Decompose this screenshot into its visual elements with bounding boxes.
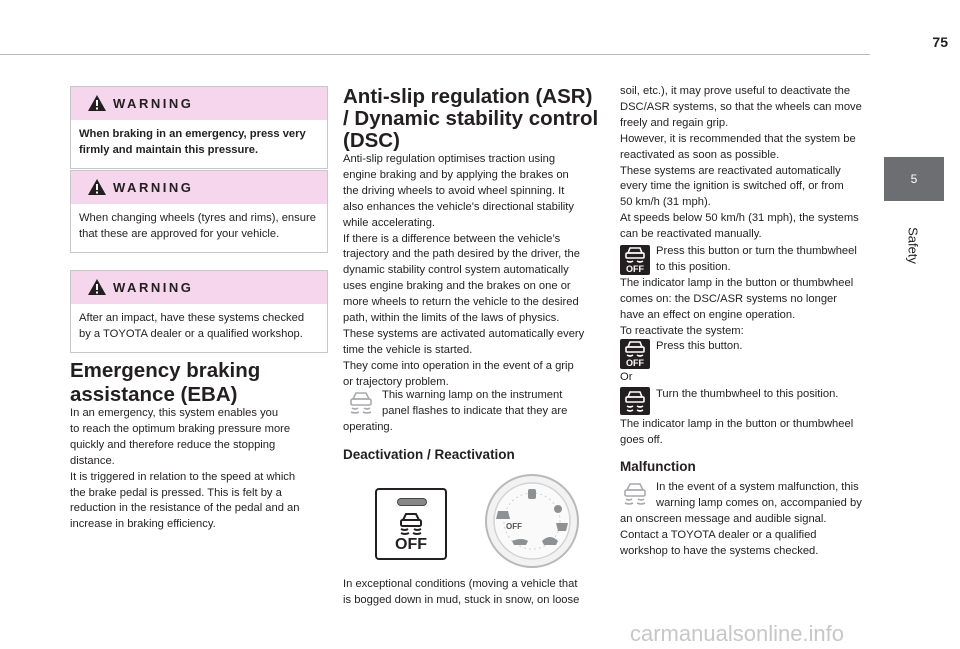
dsc-warning-lamp-icon	[620, 480, 650, 506]
button-off-label: OFF	[395, 536, 427, 553]
dsc-car-icon	[620, 245, 650, 265]
warning-label: WARNING	[113, 96, 194, 111]
warning-text: When changing wheels (tyres and rims), ensure that these are approved for your vehicle.	[79, 212, 316, 240]
warning-triangle-icon	[87, 178, 107, 196]
header-rule	[0, 54, 870, 55]
warning-box-2	[70, 170, 328, 253]
malfunction-body: an onscreen message and audible signal. Contact a TOYOTA dealer or a qualified workshop to have the systems checked.	[620, 513, 827, 557]
icon-off-label: OFF	[626, 264, 644, 274]
dsc-car-icon	[620, 339, 650, 359]
malfunction-lamp-text: In the event of a system malfunction, this warning lamp comes on, accompanied by	[656, 481, 862, 509]
warning-box-1	[70, 86, 328, 169]
press-turn-text: Press this button or turn the thumbwheel to this position.	[656, 245, 857, 273]
warning-triangle-icon	[87, 94, 107, 112]
dsc-lamp-text-end: operating.	[343, 421, 393, 433]
malfunction-heading: Malfunction	[620, 459, 696, 474]
eba-title-line1: Emergency braking	[70, 359, 261, 382]
warning-text: When braking in an emergency, press very firmly and maintain this pressure.	[79, 128, 306, 156]
eba-body: In an emergency, this system enables you to reach the optimum braking pressure more quickly and therefore reduce the stopping distance. It is triggered in relation to the speed at which the brake pedal is pressed. This is felt by a reduction in the resistance of the pedal and an increase in braking efficiency.	[70, 407, 300, 531]
thumbwheel-position-icon	[620, 387, 650, 415]
asr-title-line2: / Dynamic stability control	[343, 107, 599, 130]
icon-off-label: OFF	[626, 358, 644, 368]
warning-header	[71, 271, 327, 304]
press-button-text: Press this button.	[656, 340, 743, 352]
drive-mode-thumbwheel[interactable]	[478, 473, 586, 569]
warning-text: After an impact, have these systems checked by a TOYOTA dealer or a qualified workshop.	[79, 312, 305, 340]
button-indicator-lamp	[397, 498, 427, 506]
asr-title-line1: Anti-slip regulation (ASR)	[343, 85, 593, 108]
section-label: Safety	[905, 227, 921, 264]
section-label-wrap	[903, 214, 923, 284]
asr-body: Anti-slip regulation optimises traction using engine braking and by applying the brakes on the driving wheels to avoid wheel spinning. It also enhances the vehicle's directional stability while accelerating. If there is a difference between the vehicle’s trajectory and the path desired by the driver, the dynamic stability control system automatically uses engine braking and the brakes on one or more wheels to return the vehicle to the desired path, within the limits of the laws of physics. These systems are activated automatically every time the vehicle is started. They come into operation in the event of a grip or trajectory problem.	[343, 153, 585, 388]
warning-header	[71, 171, 327, 204]
deactivation-heading: Deactivation / Reactivation	[343, 447, 515, 462]
warning-label: WARNING	[113, 180, 194, 195]
or-text: Or	[620, 371, 633, 383]
dsc-car-icon	[395, 510, 427, 536]
page-number: 75	[932, 34, 948, 50]
dsc-car-icon	[620, 387, 650, 415]
eba-title-line2: assistance (EBA)	[70, 383, 238, 406]
deactivation-body: In exceptional conditions (moving a vehicle that is bogged down in mud, stuck in snow, on loose	[343, 578, 580, 606]
thumbwheel-off-label: OFF	[506, 522, 522, 531]
watermark: carmanualsonline.info	[630, 621, 845, 646]
warning-header	[71, 87, 327, 120]
dsc-off-button-icon	[620, 339, 650, 369]
dsc-off-button[interactable]	[375, 488, 447, 560]
dsc-off-button-icon	[620, 245, 650, 275]
col3-text-1: soil, etc.), it may prove useful to deactivate the DSC/ASR systems, so that the wheels can move freely and regain grip. However, it is recommended that the system be reactivated as soon as possible. These systems are reactivated automatically every time the ignition is switched off, or from 50 km/h (31 mph). At speeds below 50 km/h (31 mph), the systems can be reactivated manually.	[620, 85, 862, 241]
dsc-lamp-text: This warning lamp on the instrument panel flashes to indicate that they are	[382, 389, 568, 417]
asr-title-line3: (DSC)	[343, 129, 400, 152]
warning-triangle-icon	[87, 278, 107, 296]
section-tab[interactable]: 5	[884, 157, 944, 201]
warning-box-3	[70, 270, 328, 353]
dsc-warning-lamp-icon	[346, 389, 376, 415]
turn-wheel-text: Turn the thumbwheel to this position.	[656, 388, 839, 400]
col3-text-3: The indicator lamp in the button or thumbwheel goes off.	[620, 418, 854, 446]
warning-label: WARNING	[113, 280, 194, 295]
col3-text-2: The indicator lamp in the button or thumbwheel comes on: the DSC/ASR systems no longer have an effect on engine operation. To reactivate the system:	[620, 277, 854, 337]
